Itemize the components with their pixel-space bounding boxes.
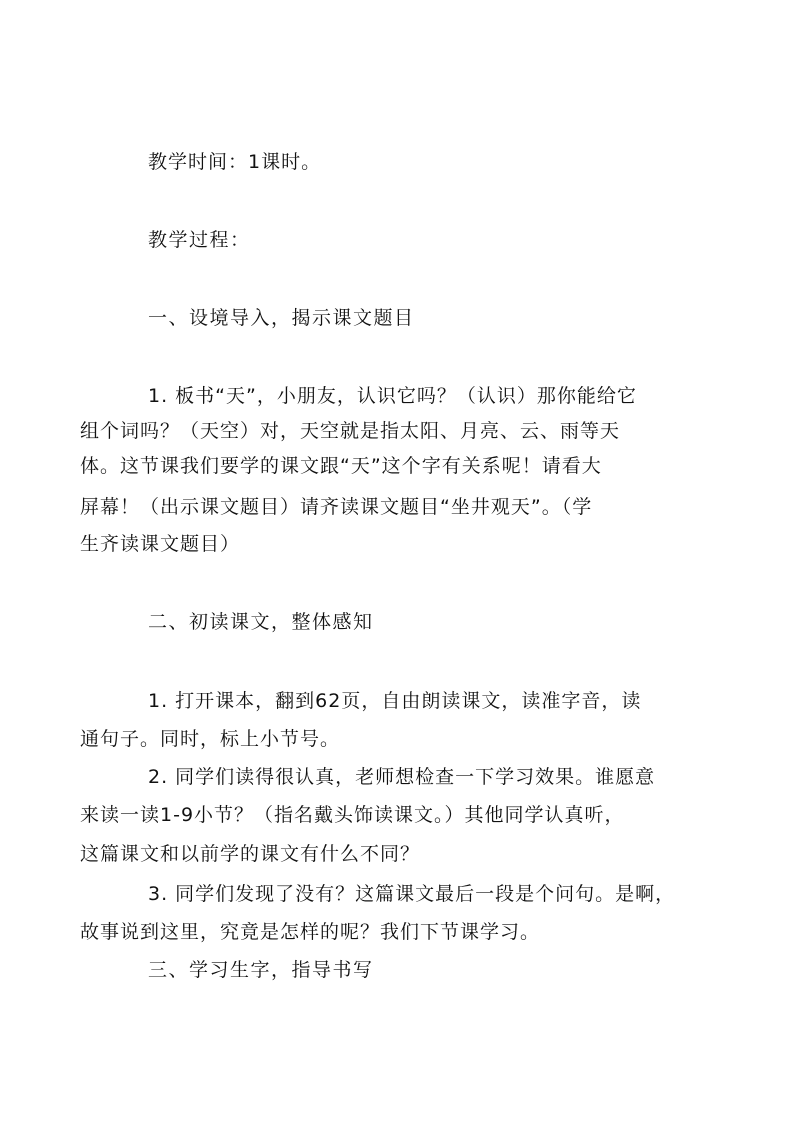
- teaching-time: 教学时间：1课时。: [148, 151, 322, 173]
- section1-item1-line1: 1. 板书“天”，小朋友，认识它吗？（认识）那你能给它: [148, 385, 637, 407]
- section1-item1-line2: 组个词吗？（天空）对，天空就是指太阳、月亮、云、雨等天: [80, 420, 621, 442]
- section2-item2-line2: 来读一读1-9小节？（指名戴头饰读课文。）其他同学认真听，: [80, 804, 625, 826]
- section1-item1-line4: 屏幕！（出示课文题目）请齐读课文题目“坐井观天”。（学: [80, 496, 593, 518]
- section1-item1-line3: 体。这节课我们要学的课文跟“天”这个字有关系呢！请看大: [80, 455, 602, 477]
- section2-title: 二、初读课文，整体感知: [148, 611, 374, 633]
- teaching-process-heading: 教学过程：: [148, 229, 251, 251]
- section2-item2-line1: 2. 同学们读得很认真，老师想检查一下学习效果。谁愿意: [148, 766, 656, 788]
- section2-item3-line1: 3. 同学们发现了没有？这篇课文最后一段是个问句。是啊，: [148, 883, 676, 905]
- section1-title: 一、设境导入，揭示课文题目: [148, 307, 415, 329]
- section3-title: 三、学习生字，指导书写: [148, 959, 374, 981]
- section2-item3-line2: 故事说到这里，究竟是怎样的呢？我们下节课学习。: [80, 921, 541, 943]
- section2-item2-line3: 这篇课文和以前学的课文有什么不同？: [80, 843, 421, 865]
- section2-item1-line1: 1. 打开课本，翻到62页，自由朗读课文，读准字音，读: [148, 690, 642, 712]
- section2-item1-line2: 通句子。同时，标上小节号。: [80, 728, 341, 750]
- section1-item1-line5: 生齐读课文题目）: [80, 533, 241, 555]
